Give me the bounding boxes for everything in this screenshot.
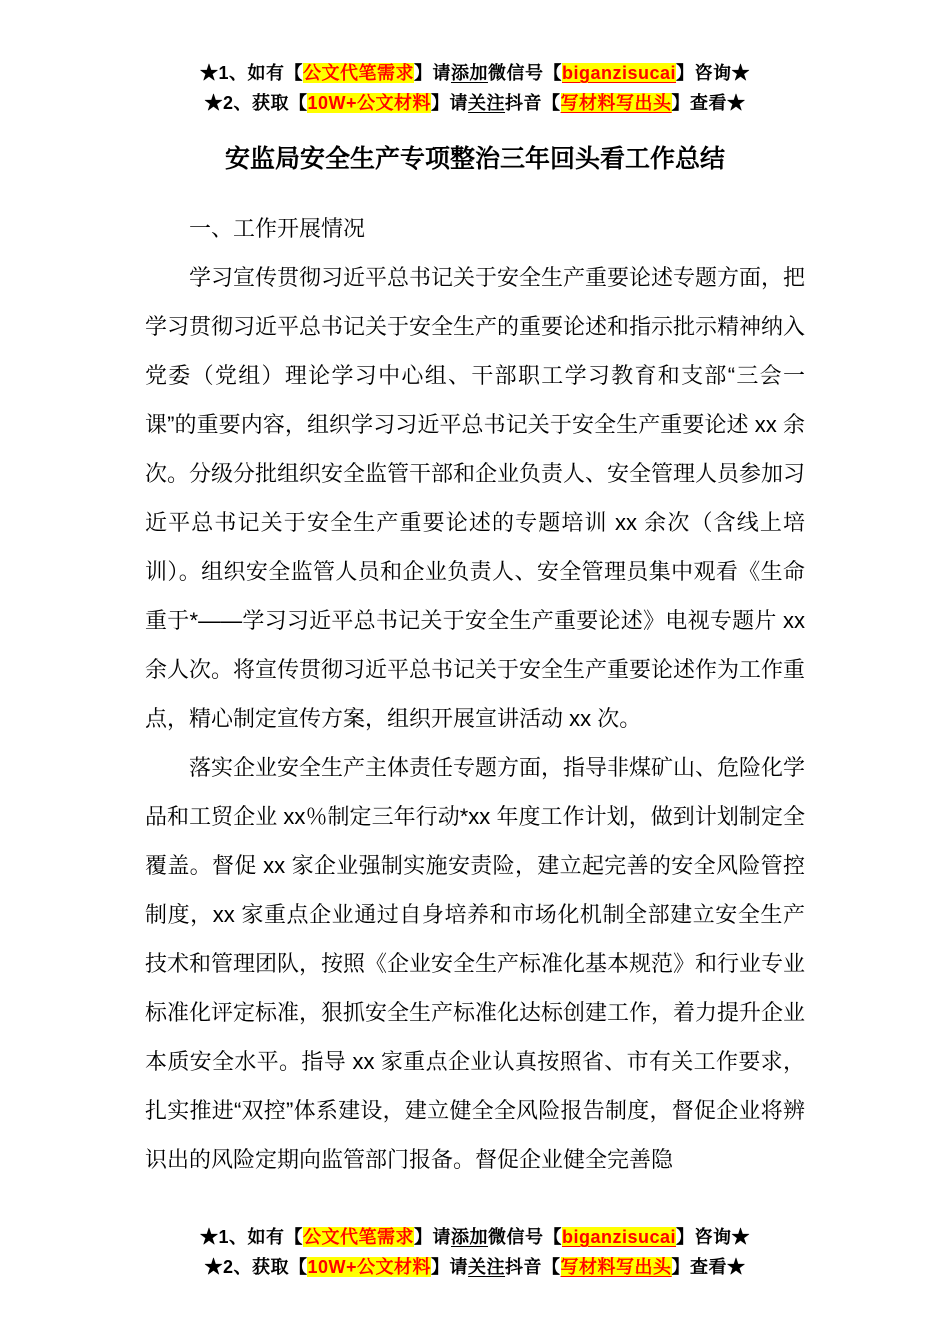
document-title: 安监局安全生产专项整治三年回头看工作总结 [224, 145, 725, 173]
promo-prefix-2: ★2、获取【 [204, 1257, 308, 1277]
highlight-materials: 10W+公文材料 [307, 1257, 432, 1277]
highlight-douyin-id: 写材料写出头 [560, 1257, 672, 1277]
promo-line-2 [0, 88, 950, 118]
document-body [145, 253, 805, 1184]
section-heading: 一、工作开展情况 [189, 216, 366, 241]
promo-plain: 抖音【 [505, 93, 561, 113]
underline-add: 添加 [450, 1227, 488, 1247]
promo-suffix-2: 】查看★ [671, 1257, 746, 1277]
promo-plain: 微信号【 [487, 63, 562, 83]
highlight-wechat-id: biganzisucai [561, 1227, 677, 1247]
highlight-douyin-id: 写材料写出头 [560, 93, 672, 113]
document-paragraph: 落实企业安全生产主体责任专题方面，指导非煤矿山、危险化学品和工贸企业 xx％制定三年行动*xx 年度工作计划，做到计划制定全覆盖。督促 xx 家企业强制实施安责险，建立起完善的安全风险管控制度，xx 家重点企业通过自身培养和市场化机制全部建立安全生产技术和管理团队，按照《企业安全生产标准化基本规范》和行业专业标准化评定标准，狠抓安全生产标准化达标创建工作，着力提升企业本质安全水平。指导 xx 家重点企业认真按照省、市有关工作要求，扎实推进“双控”体系建设，建立健全全风险报告制度，督促企业将辨识出的风险定期向监管部门报备。督促企业健全完善隐 [145, 755, 806, 1172]
promo-plain: 】请 [413, 1227, 451, 1247]
underline-follow: 关注 [468, 1257, 506, 1277]
highlight-service-need: 公文代笔需求 [302, 63, 414, 83]
promo-line-2-bottom [0, 1252, 950, 1282]
highlight-materials: 10W+公文材料 [307, 93, 432, 113]
promo-prefix-1: ★1、如有【 [199, 63, 303, 83]
promo-banner-top [0, 58, 950, 118]
promo-prefix-1: ★1、如有【 [199, 1227, 303, 1247]
document-content [145, 204, 805, 1184]
promo-suffix-2: 】查看★ [671, 93, 746, 113]
promo-plain: 微信号【 [487, 1227, 562, 1247]
promo-plain: 】请 [431, 93, 469, 113]
promo-suffix-1: 】咨询★ [676, 1227, 751, 1247]
promo-prefix-2: ★2、获取【 [204, 93, 308, 113]
promo-banner-bottom [0, 1222, 950, 1282]
underline-add: 添加 [450, 63, 488, 83]
promo-line-1-bottom [0, 1222, 950, 1252]
promo-plain: 抖音【 [505, 1257, 561, 1277]
underline-follow: 关注 [468, 93, 506, 113]
highlight-service-need: 公文代笔需求 [302, 1227, 414, 1247]
promo-plain: 】请 [431, 1257, 469, 1277]
highlight-wechat-id: biganzisucai [561, 63, 677, 83]
promo-line-1 [0, 58, 950, 88]
promo-suffix-1: 】咨询★ [676, 63, 751, 83]
promo-plain: 】请 [413, 63, 451, 83]
document-paragraph: 学习宣传贯彻习近平总书记关于安全生产重要论述专题方面，把学习贯彻习近平总书记关于安全生产的重要论述和指示批示精神纳入党委（党组）理论学习中心组、干部职工学习教育和支部“三会一课”的重要内容，组织学习习近平总书记关于安全生产重要论述 xx 余次。分级分批组织安全监管干部和企业负责人、安全管理人员参加习近平总书记关于安全生产重要论述的专题培训 xx 余次（含线上培训）。组织安全监管人员和企业负责人、安全管理员集中观看《生命重于*——学习习近平总书记关于安全生产重要论述》电视专题片 xx 余人次。将宣传贯彻习近平总书记关于安全生产重要论述作为工作重点，精心制定宣传方案，组织开展宣讲活动 xx 次。 [145, 265, 806, 731]
